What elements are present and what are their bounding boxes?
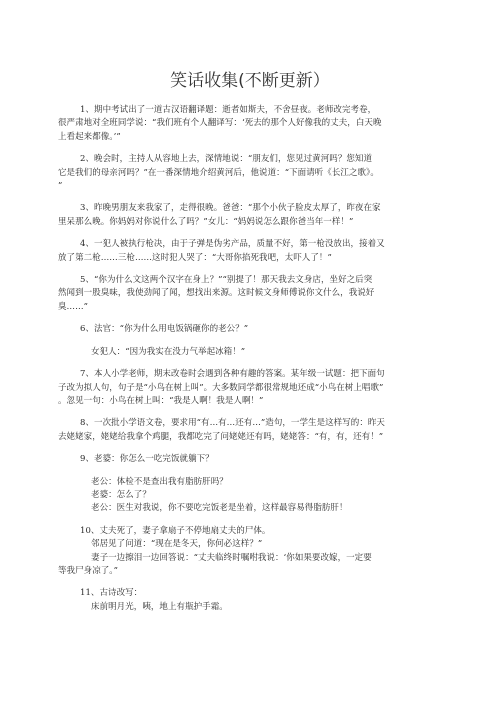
text-line: 1、期中考试出了一道古汉语翻译题：逝者如斯夫，不舍昼夜。老师改完考卷， [58,105,377,115]
paragraph-gap [58,578,452,587]
text-line: 去姥姥家，姥姥给我拿个鸡腿，我都吃完了问姥姥还有吗，姥姥答：“有，有，还有！” [58,431,384,442]
paragraph-gap [58,444,452,453]
text-line: 它是我们的母亲河吗？”在一番深情地介绍黄河后，他说道：“下面请听《长江之歌》。 [58,167,379,178]
text-line: 9、老婆：你怎么一吃完饭就躺下？ [58,454,214,465]
paragraph-gap [58,337,452,346]
joke-list [58,104,452,614]
text-line: 3、昨晚男朋友来我家了，走得很晚。爸爸：“那个小伙子脸皮太厚了，昨夜在家 [58,203,381,214]
text-line: 7、本人小学老师，期末改卷时会遇到各种有趣的答案。某年级一试题：把下面句 [58,369,385,380]
paragraph-gap [58,314,452,323]
paragraph-gap [58,359,452,368]
text-line: 老公：体检不是查出我有脂肪肝吗？ [58,476,228,487]
text-line: 女犯人：“因为我实在没力气举起冰箱！” [58,346,246,357]
text-line: 上看起来都像。’” [58,131,121,142]
text-line: 臭……” [58,301,89,312]
text-line: 老公：医生对我说，你不要吃完饭老是坐着，这样最容易得脂肪肝！ [58,503,348,514]
page-title: 笑话收集(不断更新） [170,71,330,91]
text-line: 然闻到一股臭味，我使劲闻了闻，想找出来源。这时候文身师傅说你文什么，我说好 [58,288,375,299]
text-line: 放了第二枪……三枪……这时犯人哭了：“大哥你掐死我吧，太吓人了！” [58,252,332,263]
text-line: 。忽见一句：小鸟在树上叫：“我是人啊！我是人啊！” [58,395,264,406]
text-line: 邻居见了问道：“现在是冬天，你何必这样？” [58,539,263,550]
paragraph-gap [58,516,452,525]
text-line: 床前明月光，咦，地上有瓶护手霜。 [58,601,228,612]
paragraph-gap [58,144,452,153]
paragraph-gap [58,229,452,238]
text-line: 4、一犯人被执行枪决，由于子弹是伪劣产品，质量不好，第一枪没放出，接着又 [58,239,385,250]
text-line: 子改为拟人句，句子是“小鸟在树上叫”。大多数同学都很常规地还成“小鸟在树上唱歌” [58,382,384,393]
text-line: 6、法官：“你为什么用电饭锅砸你的老公？” [58,324,249,335]
text-line: 很严肃地对全班同学说：“我们班有个人翻译写：‘死去的那个人好像我的丈夫，白天晚 [58,118,382,129]
text-line: 妻子一边擦泪一边回答说：“丈夫临终时嘱咐我说：‘你如果要改嫁，一定要 [58,552,372,563]
paragraph-gap [58,467,452,476]
text-line: ” [58,181,63,192]
paragraph-gap [58,193,452,202]
text-line: 5、“你为什么文这两个汉字在身上？”“别提了！那天我去文身店，坐好之后突 [58,275,373,286]
text-line: 10、丈夫死了，妻子拿扇子不停地扇丈夫的尸体。 [58,525,271,536]
text-line: 等我尸身凉了。” [58,565,118,576]
paragraph-gap [58,408,452,417]
text-line: 8、一次批小学语文卷，要求用“有…有…还有…”造句，一学生是这样写的：昨天 [58,418,385,429]
text-line: 里呆那么晚。你妈妈对你说什么了吗？”女儿：“妈妈说怎么跟你爸当年一样！” [58,216,354,227]
text-line: 老婆：怎么了？ [58,489,151,500]
text-line: 11、古诗改写： [58,588,143,599]
paragraph-gap [58,265,452,274]
text-line: 2、晚会时，主持人从容地上去，深情地说：“朋友们，您见过黄河吗？您知道 [58,154,373,165]
